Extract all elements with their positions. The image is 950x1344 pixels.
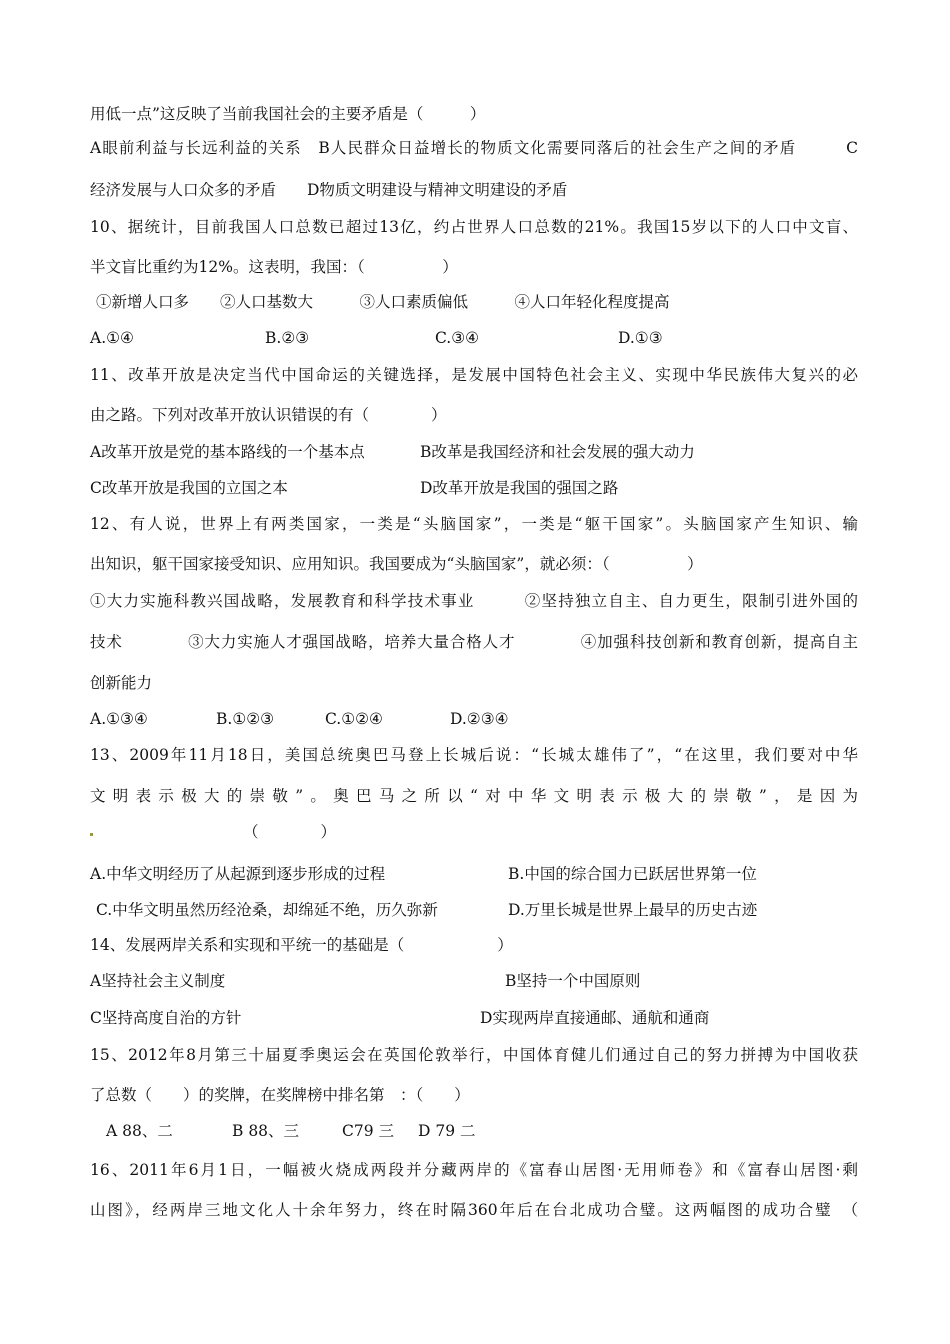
q11-option-a: A改革开放是党的基本路线的一个基本点: [90, 443, 365, 461]
q10-stem-line1: 10、据统计，目前我国人口总数已超过13亿，约占世界人口总数的21%。我国15岁以下的人口中文盲、: [90, 218, 858, 236]
q11-option-d: D改革开放是我国的强国之路: [420, 479, 619, 497]
q11-option-b: B改革是我国经济和社会发展的强大动力: [420, 443, 695, 461]
q13-answer-blank: （ ）: [243, 823, 337, 841]
stray-mark: [90, 833, 93, 836]
q14-option-c: C坚持高度自治的方针: [90, 1009, 242, 1027]
q15-option-b: B 88、三: [232, 1122, 300, 1140]
q14-option-a: A坚持社会主义制度: [90, 972, 226, 990]
q12-statements-line3: 创新能力: [90, 674, 153, 692]
q10-stem-line2: 半文盲比重约为12%。这表明，我国：（ ）: [90, 258, 458, 276]
q9-stem-end: 用低一点”这反映了当前我国社会的主要矛盾是（ ）: [90, 105, 486, 123]
q15-stem-line2: 了总数（ ）的奖牌，在奖牌榜中排名第 ：（ ）: [90, 1086, 470, 1104]
q10-option-b: B.②③: [265, 329, 310, 347]
q12-option-c: C.①②④: [325, 710, 383, 728]
q16-stem-line2: 山图》，经两岸三地文化人十余年努力，终在时隔360年后在台北成功合璧。这两幅图的成功合璧 （: [90, 1201, 858, 1219]
q11-option-c: C改革开放是我国的立国之本: [90, 479, 288, 497]
q9-options-line2: 经济发展与人口众多的矛盾 D物质文明建设与精神文明建设的矛盾: [90, 181, 568, 199]
q15-option-d: D 79 二: [418, 1122, 476, 1140]
q15-option-a: A 88、二: [106, 1122, 173, 1140]
q14-option-b: B坚持一个中国原则: [505, 972, 641, 990]
q11-stem-line2: 由之路。下列对改革开放认识错误的有（ ）: [90, 406, 447, 424]
q12-option-a: A.①③④: [90, 710, 148, 728]
q13-stem-line1: 13、2009年11月18日，美国总统奥巴马登上长城后说：“长城太雄伟了”，“在这里，我们要对中华: [90, 746, 858, 764]
q13-option-b: B.中国的综合国力已跃居世界第一位: [508, 865, 757, 883]
q14-stem: 14、发展两岸关系和实现和平统一的基础是（ ）: [90, 936, 513, 954]
q14-option-d: D实现两岸直接通邮、通航和通商: [480, 1009, 710, 1027]
q16-stem-line1: 16、2011年6月1日，一幅被火烧成两段并分藏两岸的《富春山居图·无用师卷》和《富春山居图·剩: [90, 1161, 858, 1179]
q10-option-d: D.①③: [618, 329, 663, 347]
q12-stem-line2: 出知识，躯干国家接受知识、应用知识。我国要成为“头脑国家”，就必须：（ ）: [90, 555, 703, 573]
q13-option-a: A.中华文明经历了从起源到逐步形成的过程: [90, 865, 386, 883]
q12-option-b: B.①②③: [216, 710, 275, 728]
q13-stem-line2: 文明表示极大的崇敬”。奥巴马之所以“对中华文明表示极大的崇敬”，是因为: [90, 787, 858, 805]
q12-statements-line1: ①大力实施科教兴国战略，发展教育和科学技术事业 ②坚持独立自主、自力更生，限制引进外国的: [90, 592, 858, 610]
q10-statements: ①新增人口多 ②人口基数大 ③人口素质偏低 ④人口年轻化程度提高: [96, 293, 670, 311]
q15-stem-line1: 15、2012年8月第三十届夏季奥运会在英国伦敦举行，中国体育健儿们通过自己的努力拼搏为中国收获: [90, 1046, 858, 1064]
q11-stem-line1: 11、改革开放是决定当代中国命运的关键选择，是发展中国特色社会主义、实现中华民族伟大复兴的必: [90, 366, 858, 384]
q12-statements-line2: 技术 ③大力实施人才强国战略，培养大量合格人才 ④加强科技创新和教育创新，提高自主: [90, 633, 858, 651]
q10-option-c: C.③④: [435, 329, 480, 347]
q9-options-line1: A眼前利益与长远利益的关系 B人民群众日益增长的物质文化需要同落后的社会生产之间的矛盾 C: [90, 139, 858, 157]
q12-option-d: D.②③④: [450, 710, 509, 728]
q13-option-d: D.万里长城是世界上最早的历史古迹: [508, 901, 758, 919]
q13-option-c: C.中华文明虽然历经沧桑，却绵延不绝，历久弥新: [96, 901, 438, 919]
q15-option-c: C79 三: [342, 1122, 395, 1140]
q12-stem-line1: 12、有人说，世界上有两类国家，一类是“头脑国家”，一类是“躯干国家”。头脑国家产生知识、输: [90, 515, 858, 533]
q10-option-a: A.①④: [90, 329, 134, 347]
